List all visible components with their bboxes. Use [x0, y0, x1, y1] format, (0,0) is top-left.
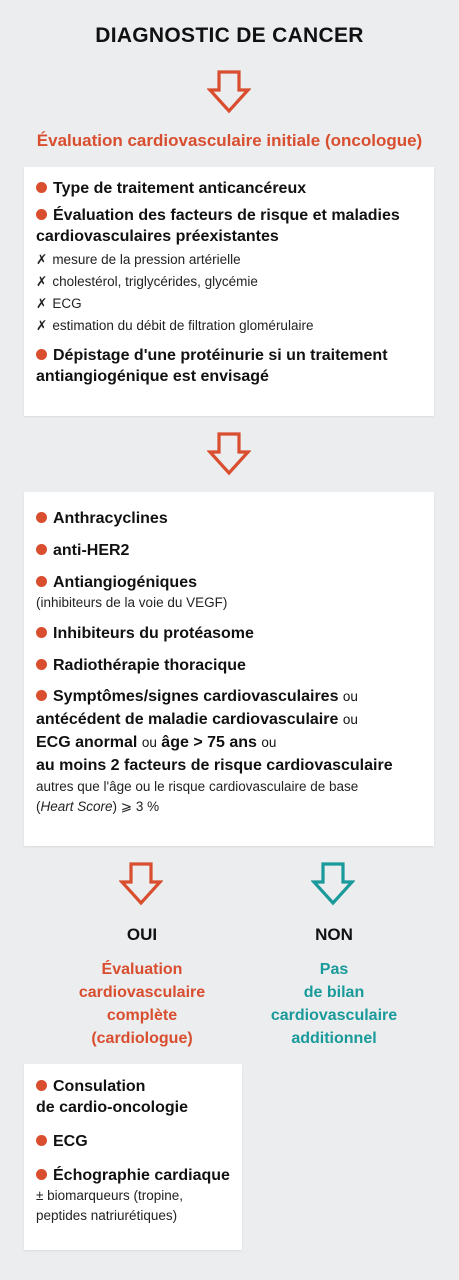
bullet-icon [36, 1169, 47, 1180]
cross-mark-icon: ✗ [36, 296, 48, 311]
list-item: Évaluation des facteurs de risque et maladies cardiovasculaires préexistantes [36, 207, 400, 245]
down-arrow-icon [207, 432, 251, 476]
list-item: Anthracyclines [36, 508, 426, 529]
no-label: NON [315, 925, 353, 944]
check-item: ✗ cholestérol, triglycérides, glycémie [36, 274, 258, 289]
no-outcome: Pas de bilan cardiovasculaire additionnel [270, 961, 398, 1047]
bullet-icon [36, 576, 47, 587]
down-arrow-icon [207, 70, 251, 114]
list-item: Consulation de cardio-oncologie [36, 1078, 189, 1116]
cross-mark-icon: ✗ [36, 274, 48, 289]
cross-mark-icon: ✗ [36, 318, 48, 333]
bullet-icon [36, 659, 47, 670]
bullet-icon [36, 182, 47, 193]
list-item: Antiangiogéniques [36, 572, 426, 593]
bullet-icon [36, 690, 47, 701]
list-item: ECG [36, 1131, 236, 1152]
initial-evaluation-heading: Évaluation cardiovasculaire initiale (oncologue) [36, 131, 423, 150]
page-title: DIAGNOSTIC DE CANCER [95, 24, 364, 47]
list-item: anti-HER2 [36, 540, 426, 561]
bullet-icon [36, 209, 47, 220]
check-item: ✗ mesure de la pression artérielle [36, 252, 241, 267]
risk-criteria-box [24, 492, 434, 846]
bullet-icon [36, 1135, 47, 1146]
bullet-icon [36, 627, 47, 638]
check-item: ✗ estimation du débit de filtration glomérulaire [36, 318, 314, 333]
list-item-subtext: autres que l'âge ou le risque cardiovasculaire de base (Heart Score) ⩾ 3 % [36, 779, 359, 814]
bullet-icon [36, 349, 47, 360]
list-item: Symptômes/signes cardiovasculaires ou antécédent de maladie cardiovasculaire ou ECG anormal ou âge > 75 ans ou au moins 2 facteurs de risque cardiovasculaire [36, 688, 393, 774]
list-item-subtext: ± biomarqueurs (tropine, peptides natriurétiques) [36, 1188, 183, 1223]
yes-label: OUI [126, 925, 158, 944]
bullet-icon [36, 512, 47, 523]
down-arrow-icon [311, 862, 355, 906]
list-item: Radiothérapie thoracique [36, 655, 426, 676]
list-item: Type de traitement anticancéreux [36, 178, 434, 199]
bullet-icon [36, 544, 47, 555]
yes-outcome: Évaluation cardiovasculaire complète (cardiologue) [78, 961, 206, 1047]
bullet-icon [36, 1080, 47, 1091]
cross-mark-icon: ✗ [36, 252, 48, 267]
check-item: ✗ ECG [36, 296, 82, 311]
list-item-subtext: (inhibiteurs de la voie du VEGF) [36, 595, 228, 610]
initial-assessment-box [24, 167, 434, 416]
down-arrow-icon [119, 862, 163, 906]
cardio-assessment-box [24, 1064, 242, 1250]
list-item: Dépistage d'une protéinurie si un traitement antiangiogénique est envisagé [36, 347, 388, 385]
list-item: Inhibiteurs du protéasome [36, 623, 426, 644]
list-item: Échographie cardiaque [36, 1165, 236, 1186]
